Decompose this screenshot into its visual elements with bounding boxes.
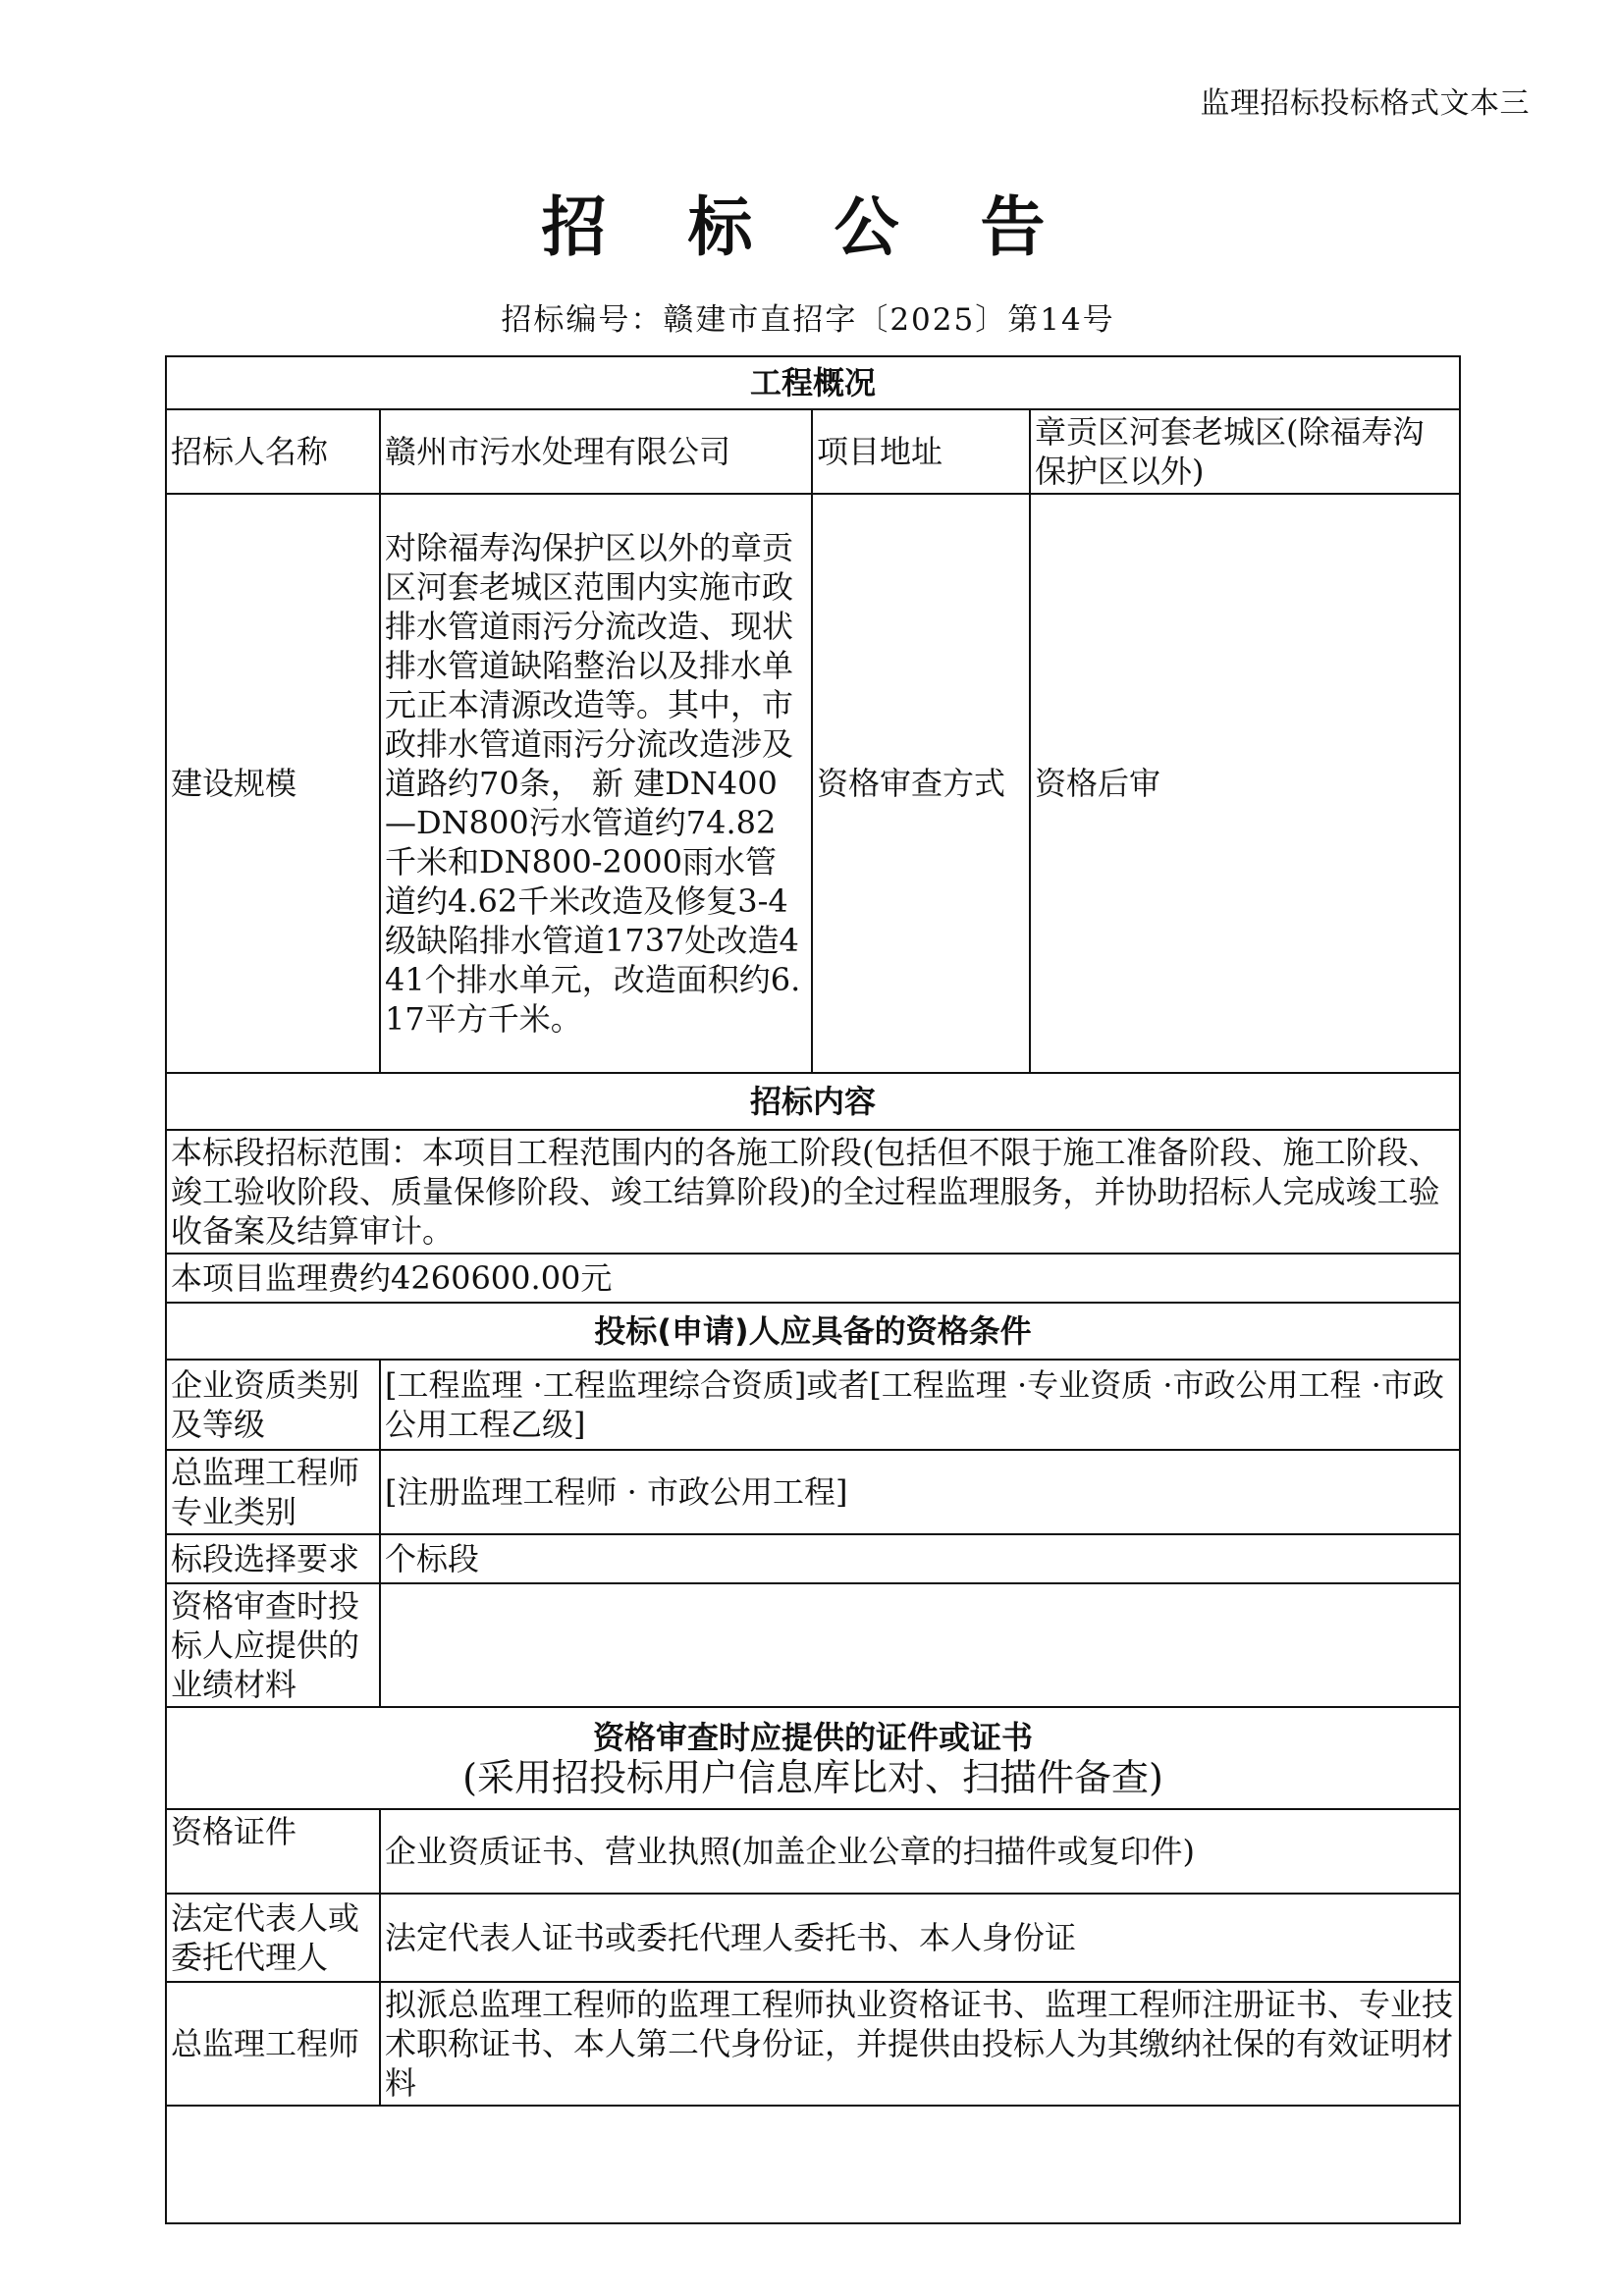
- chief-engineer-category-value: [注册监理工程师 · 市政公用工程]: [380, 1450, 1460, 1534]
- tender-scope: 本标段招标范围：本项目工程范围内的各施工阶段(包括但不限于施工准备阶段、施工阶段、竣工验收阶段、质量保修阶段、竣工结算阶段)的全过程监理服务，并协助招标人完成竣工验收备案及结算审计。: [166, 1130, 1460, 1254]
- document-type-note: 监理招标投标格式文本三: [1200, 86, 1530, 121]
- content-heading: 招标内容: [166, 1073, 1460, 1130]
- review-method-label: 资格审查方式: [812, 494, 1030, 1073]
- tenderer-label: 招标人名称: [166, 409, 380, 494]
- qualification-certificate-label: 资格证件: [166, 1809, 380, 1894]
- blank-row: [166, 2106, 1460, 2223]
- legal-representative-label: 法定代表人或委托代理人: [166, 1894, 380, 1982]
- overview-heading: 工程概况: [166, 356, 1460, 409]
- address-value: 章贡区河套老城区(除福寿沟保护区以外): [1030, 409, 1460, 494]
- enterprise-qualification-label: 企业资质类别及等级: [166, 1360, 380, 1450]
- page-title: 招 标 公 告: [541, 189, 1075, 265]
- chief-engineer-category-label: 总监理工程师专业类别: [166, 1450, 380, 1534]
- performance-materials-label: 资格审查时投标人应提供的业绩材料: [166, 1583, 380, 1707]
- chief-engineer-label: 总监理工程师: [166, 1982, 380, 2106]
- review-method-value: 资格后审: [1030, 494, 1460, 1073]
- tenderer-value: 赣州市污水处理有限公司: [380, 409, 812, 494]
- bid-number: 招标编号：赣建市直招字〔2025〕第14号: [501, 302, 1115, 338]
- supervision-fee: 本项目监理费约4260600.00元: [166, 1254, 1460, 1303]
- enterprise-qualification-value: [工程监理 ·工程监理综合资质]或者[工程监理 ·专业资质 ·市政公用工程 ·市政公用工程乙级]: [380, 1360, 1460, 1450]
- qualification-heading: 投标(申请)人应具备的资格条件: [166, 1303, 1460, 1360]
- qualification-certificate-value: 企业资质证书、营业执照(加盖企业公章的扫描件或复印件): [380, 1809, 1460, 1894]
- certificates-heading-title: 资格审查时应提供的证件或证书: [593, 1719, 1034, 1756]
- scale-value: 对除福寿沟保护区以外的章贡区河套老城区范围内实施市政排水管道雨污分流改造、现状排水管道缺陷整治以及排水单元正本清源改造等。其中，市政排水管道雨污分流改造涉及道路约70条， 新 建DN400—DN800污水管道约74.82千米和DN800-2000雨水管道约4.62千米改造及修复3-4级缺陷排水管道1737处改造441个排水单元，改造面积约6.17平方千米。: [380, 494, 812, 1073]
- certificates-subheading: (采用招投标用户信息库比对、扫描件备查): [462, 1756, 1163, 1799]
- lot-selection-value: 个标段: [380, 1534, 1460, 1583]
- performance-materials-value: [380, 1583, 1460, 1707]
- chief-engineer-value: 拟派总监理工程师的监理工程师执业资格证书、监理工程师注册证书、专业技术职称证书、本人第二代身份证，并提供由投标人为其缴纳社保的有效证明材料: [380, 1982, 1460, 2106]
- lot-selection-label: 标段选择要求: [166, 1534, 380, 1583]
- tender-notice-table: [165, 355, 1461, 2224]
- certificates-heading: [166, 1707, 1460, 1809]
- address-label: 项目地址: [812, 409, 1030, 494]
- scale-label: 建设规模: [166, 494, 380, 1073]
- legal-representative-value: 法定代表人证书或委托代理人委托书、本人身份证: [380, 1894, 1460, 1982]
